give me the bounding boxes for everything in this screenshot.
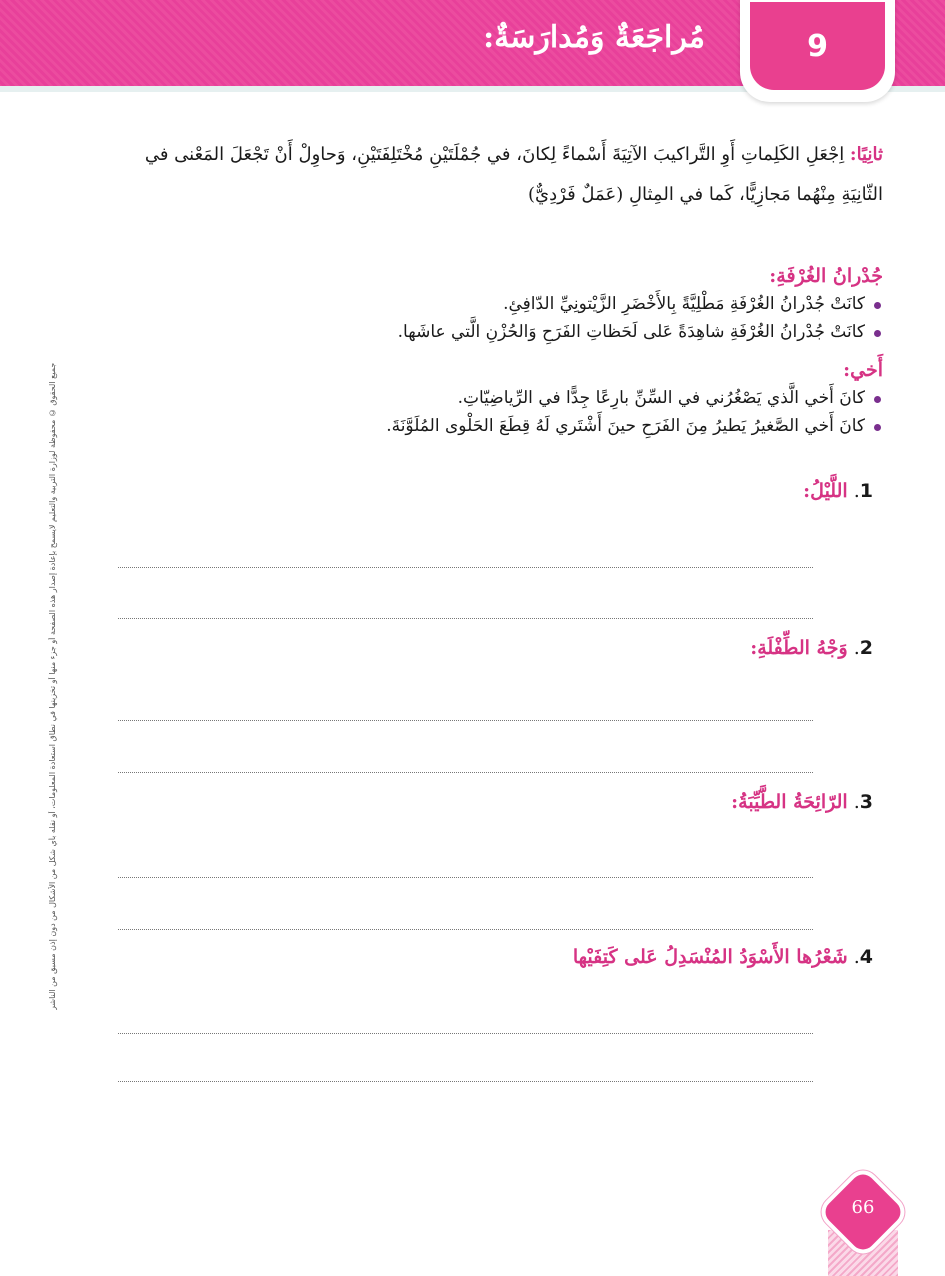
- example-title: جُدْرانُ الغُرْفَةِ:: [769, 265, 883, 287]
- chapter-number: 9: [807, 28, 828, 64]
- exercise-number: 4: [859, 946, 873, 968]
- chapter-badge: [750, 2, 885, 90]
- instruction: [123, 135, 883, 215]
- instruction-text: اِجْعَلِ الكَلِماتِ أَوِ التَّراكيبَ الآتِيَةَ أَسْماءً لِكانَ، في جُمْلَتَيْنِ مُخْتَلِفَتَيْنِ، وَحاوِلْ أَنْ تَجْعَلَ المَعْنى في الثّانِيَةِ مِنْهُما مَجازِيًّا، كَما في المِثالِ (عَمَلٌ فَرْدِيٌّ): [144, 144, 883, 205]
- example-sentence: كانَ أَخي الصَّغيرُ يَطيرُ مِنَ الفَرَحِ حينَ أَشْتَري لَهُ قِطَعَ الحَلْوى المُلَوَّنَةَ.: [123, 412, 865, 440]
- chapter-tab: [740, 0, 895, 102]
- example-sentence: كانَ أَخي الَّذي يَصْغُرُني في السِّنِّ بارِعًا جِدًّا في الرِّياضِيّاتِ.: [123, 384, 865, 412]
- instruction-lead: ثانِيًا:: [849, 144, 883, 165]
- answer-line[interactable]: [118, 618, 813, 619]
- exercise-label: شَعْرُها الأَسْوَدُ المُنْسَدِلُ عَلى كَتِفَيْها: [572, 946, 848, 968]
- example-sentence: كانَتْ جُدْرانُ الغُرْفَةِ مَطْلِيَّةً بِالأَخْضَرِ الزَّيْتونِيِّ الدّافِئِ.: [123, 290, 865, 318]
- exercise-3: 3. الرّائِحَةُ الطَّيِّبَةُ:: [731, 791, 873, 813]
- examples: [123, 262, 883, 450]
- exercise-number: 2: [859, 637, 873, 659]
- exercise-label: وَجْهُ الطِّفْلَةِ:: [750, 637, 848, 659]
- page-number: 66: [851, 1197, 875, 1218]
- exercise-number: 1: [859, 480, 873, 502]
- answer-line[interactable]: [118, 877, 813, 878]
- example-title: أَخي:: [843, 359, 883, 381]
- exercise-4: 4. شَعْرُها الأَسْوَدُ المُنْسَدِلُ عَلى كَتِفَيْها: [572, 946, 873, 968]
- example-list: [123, 384, 883, 440]
- answer-line[interactable]: [118, 772, 813, 773]
- example-block: [123, 356, 883, 440]
- exercise-label: اللَّيْلُ:: [803, 480, 848, 502]
- answer-line[interactable]: [118, 720, 813, 721]
- page-title: مُراجَعَةٌ وَمُدارَسَةٌ:: [483, 20, 705, 55]
- exercise-2: 2. وَجْهُ الطِّفْلَةِ:: [750, 637, 873, 659]
- answer-line[interactable]: [118, 929, 813, 930]
- exercise-number: 3: [859, 791, 873, 813]
- example-block: [123, 262, 883, 346]
- exercise-1: 1. اللَّيْلُ:: [803, 480, 873, 502]
- answer-line[interactable]: [118, 1081, 813, 1082]
- answer-line[interactable]: [118, 567, 813, 568]
- copyright-note: جميع الحقوق © محفوظة لوزارة التربية والتعليم لايسمح بإعادة إصدار هذه الصفحة أو جزء منها أو تخزينها في نطاق استعادة المعلومات، أو نقله بأي شكل من الأشكال من دون إذن مسبق من الناشر: [48, 362, 57, 1010]
- example-list: [123, 290, 883, 346]
- exercise-label: الرّائِحَةُ الطَّيِّبَةُ:: [731, 791, 848, 813]
- example-sentence: كانَتْ جُدْرانُ الغُرْفَةِ شاهِدَةً عَلى لَحَظاتِ الفَرَحِ وَالحُزْنِ الَّتي عاشَها.: [123, 318, 865, 346]
- answer-line[interactable]: [118, 1033, 813, 1034]
